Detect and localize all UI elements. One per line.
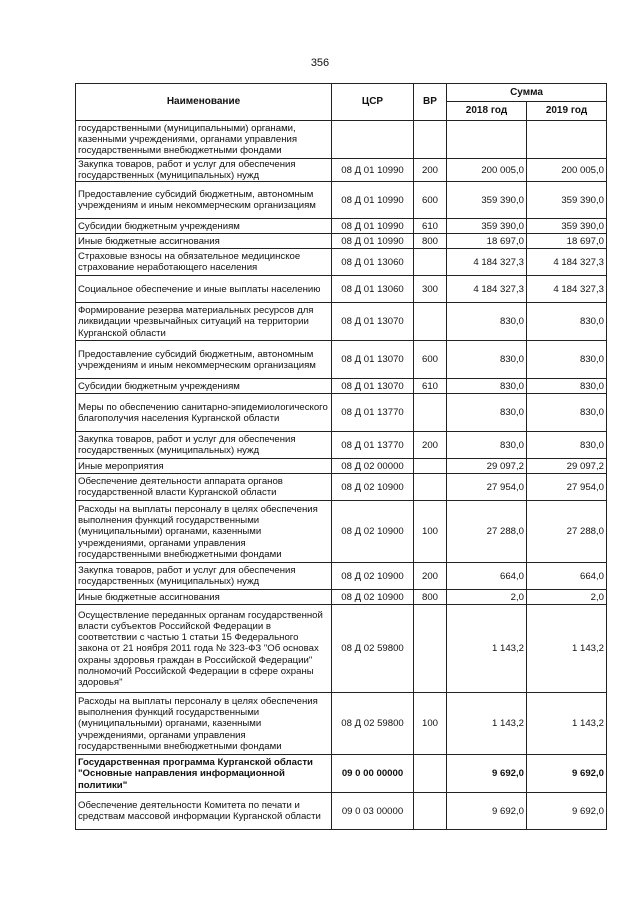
row-name: Осуществление переданных органам государственной власти субъектов Российской Федерации в соответствии с частью 1 статьи 15 Федерального закона от 21 ноября 2011 года № 323-ФЗ "Об основах охраны здоровья граждан в Российской Федерации" полномочий Российской Федерации в сфере охраны здоровья" [76, 605, 332, 693]
table-row [76, 379, 607, 394]
table-row [76, 159, 607, 182]
row-name: государственными (муниципальными) органами, казенными учреждениями, органами управления государственными внебюджетными фондами [76, 121, 332, 159]
row-name: Социальное обеспечение и иные выплаты населению [76, 276, 332, 303]
row-csr: 08 Д 02 59800 [332, 605, 414, 693]
table-row [76, 394, 607, 432]
table-row [76, 303, 607, 341]
row-sum-2019: 200 005,0 [527, 159, 607, 182]
row-name: Предоставление субсидий бюджетным, автономным учреждениям и иным некоммерческим организациям [76, 182, 332, 219]
row-sum-2019: 830,0 [527, 303, 607, 341]
row-vr: 610 [414, 219, 447, 234]
row-csr: 08 Д 01 13060 [332, 249, 414, 276]
row-csr: 08 Д 01 13060 [332, 276, 414, 303]
row-name: Предоставление субсидий бюджетным, автономным учреждениям и иным некоммерческим организациям [76, 341, 332, 379]
row-name: Страховые взносы на обязательное медицинское страхование неработающего населения [76, 249, 332, 276]
table-row [76, 693, 607, 755]
row-sum-2019: 1 143,2 [527, 605, 607, 693]
row-vr: 100 [414, 693, 447, 755]
row-csr: 08 Д 01 13770 [332, 394, 414, 432]
row-sum-2018: 830,0 [447, 341, 527, 379]
table-row [76, 249, 607, 276]
row-name: Формирование резерва материальных ресурсов для ликвидации чрезвычайных ситуаций на территории Курганской области [76, 303, 332, 341]
row-vr: 800 [414, 590, 447, 605]
row-name: Иные мероприятия [76, 459, 332, 474]
row-csr: 08 Д 01 10990 [332, 219, 414, 234]
row-csr: 08 Д 02 00000 [332, 459, 414, 474]
row-name: Меры по обеспечению санитарно-эпидемиологического благополучия населения Курганской области [76, 394, 332, 432]
row-sum-2019: 29 097,2 [527, 459, 607, 474]
row-vr [414, 474, 447, 501]
row-name: Расходы на выплаты персоналу в целях обеспечения выполнения функций государственными (муниципальными) органами, казенными учреждениями, органами управления государственными внебюджетными фондами [76, 501, 332, 563]
table-row [76, 234, 607, 249]
row-sum-2018: 2,0 [447, 590, 527, 605]
row-sum-2018: 4 184 327,3 [447, 276, 527, 303]
row-sum-2019: 9 692,0 [527, 755, 607, 793]
row-name: Обеспечение деятельности аппарата органов государственной власти Курганской области [76, 474, 332, 501]
row-sum-2019: 18 697,0 [527, 234, 607, 249]
header-year-2018: 2018 год [447, 102, 527, 121]
row-sum-2018: 830,0 [447, 303, 527, 341]
row-sum-2018: 359 390,0 [447, 219, 527, 234]
row-csr: 08 Д 01 10990 [332, 234, 414, 249]
row-vr: 300 [414, 276, 447, 303]
row-vr: 200 [414, 563, 447, 590]
row-sum-2019: 359 390,0 [527, 219, 607, 234]
row-sum-2018: 830,0 [447, 432, 527, 459]
row-csr: 08 Д 01 13070 [332, 303, 414, 341]
row-name: Государственная программа Курганской области "Основные направления информационной политики" [76, 755, 332, 793]
table-row [76, 182, 607, 219]
row-sum-2019: 359 390,0 [527, 182, 607, 219]
row-sum-2018: 27 954,0 [447, 474, 527, 501]
row-sum-2019: 27 288,0 [527, 501, 607, 563]
row-vr [414, 394, 447, 432]
row-sum-2018: 29 097,2 [447, 459, 527, 474]
table-row [76, 121, 607, 159]
row-sum-2019: 830,0 [527, 432, 607, 459]
table-row [76, 590, 607, 605]
row-csr: 08 Д 02 59800 [332, 693, 414, 755]
row-name: Иные бюджетные ассигнования [76, 590, 332, 605]
row-csr: 09 0 00 00000 [332, 755, 414, 793]
row-vr: 600 [414, 182, 447, 219]
row-csr: 08 Д 02 10900 [332, 501, 414, 563]
table-row [76, 605, 607, 693]
row-sum-2018: 9 692,0 [447, 793, 527, 830]
row-csr [332, 121, 414, 159]
header-name: Наименование [76, 84, 332, 121]
row-name: Субсидии бюджетным учреждениям [76, 379, 332, 394]
row-sum-2018: 1 143,2 [447, 693, 527, 755]
row-vr: 200 [414, 159, 447, 182]
row-vr [414, 459, 447, 474]
table-row [76, 459, 607, 474]
row-name: Закупка товаров, работ и услуг для обеспечения государственных (муниципальных) нужд [76, 432, 332, 459]
row-csr: 08 Д 01 13770 [332, 432, 414, 459]
row-csr: 08 Д 01 10990 [332, 159, 414, 182]
row-sum-2019: 830,0 [527, 341, 607, 379]
budget-table [75, 83, 607, 830]
row-name: Закупка товаров, работ и услуг для обеспечения государственных (муниципальных) нужд [76, 563, 332, 590]
row-name: Расходы на выплаты персоналу в целях обеспечения выполнения функций государственными (муниципальными) органами, казенными учреждениями, органами управления государственными внебюджетными фондами [76, 693, 332, 755]
row-vr [414, 249, 447, 276]
table-row [76, 793, 607, 830]
row-vr: 610 [414, 379, 447, 394]
table-row [76, 474, 607, 501]
row-sum-2018: 200 005,0 [447, 159, 527, 182]
row-csr: 08 Д 01 13070 [332, 379, 414, 394]
row-name: Обеспечение деятельности Комитета по печати и средствам массовой информации Курганской области [76, 793, 332, 830]
row-sum-2018: 359 390,0 [447, 182, 527, 219]
row-vr: 100 [414, 501, 447, 563]
header-year-2019: 2019 год [527, 102, 607, 121]
row-sum-2018: 9 692,0 [447, 755, 527, 793]
header-csr: ЦСР [332, 84, 414, 121]
row-sum-2019 [527, 121, 607, 159]
table-body [76, 121, 607, 830]
table-row [76, 755, 607, 793]
row-csr: 09 0 03 00000 [332, 793, 414, 830]
row-vr [414, 303, 447, 341]
row-csr: 08 Д 02 10900 [332, 563, 414, 590]
row-sum-2019: 9 692,0 [527, 793, 607, 830]
row-sum-2018: 18 697,0 [447, 234, 527, 249]
row-vr [414, 605, 447, 693]
row-sum-2018: 830,0 [447, 394, 527, 432]
row-sum-2018 [447, 121, 527, 159]
table-row [76, 563, 607, 590]
page-number: 356 [310, 57, 330, 69]
table-header [76, 84, 607, 121]
header-vr: ВР [414, 84, 447, 121]
row-sum-2019: 4 184 327,3 [527, 276, 607, 303]
row-vr [414, 793, 447, 830]
row-vr [414, 121, 447, 159]
row-vr: 600 [414, 341, 447, 379]
row-vr: 200 [414, 432, 447, 459]
row-csr: 08 Д 01 10990 [332, 182, 414, 219]
row-sum-2018: 830,0 [447, 379, 527, 394]
row-sum-2019: 27 954,0 [527, 474, 607, 501]
row-csr: 08 Д 01 13070 [332, 341, 414, 379]
header-sum: Сумма [447, 84, 607, 102]
row-vr: 800 [414, 234, 447, 249]
row-csr: 08 Д 02 10900 [332, 590, 414, 605]
row-name: Субсидии бюджетным учреждениям [76, 219, 332, 234]
row-sum-2019: 4 184 327,3 [527, 249, 607, 276]
row-csr: 08 Д 02 10900 [332, 474, 414, 501]
row-sum-2018: 4 184 327,3 [447, 249, 527, 276]
table-row [76, 501, 607, 563]
row-sum-2019: 1 143,2 [527, 693, 607, 755]
row-sum-2019: 830,0 [527, 394, 607, 432]
row-sum-2018: 664,0 [447, 563, 527, 590]
row-sum-2019: 664,0 [527, 563, 607, 590]
table-row [76, 432, 607, 459]
table-row [76, 341, 607, 379]
table-row [76, 276, 607, 303]
row-vr [414, 755, 447, 793]
table-row [76, 219, 607, 234]
row-name: Иные бюджетные ассигнования [76, 234, 332, 249]
row-name: Закупка товаров, работ и услуг для обеспечения государственных (муниципальных) нужд [76, 159, 332, 182]
row-sum-2019: 830,0 [527, 379, 607, 394]
row-sum-2019: 2,0 [527, 590, 607, 605]
row-sum-2018: 27 288,0 [447, 501, 527, 563]
row-sum-2018: 1 143,2 [447, 605, 527, 693]
